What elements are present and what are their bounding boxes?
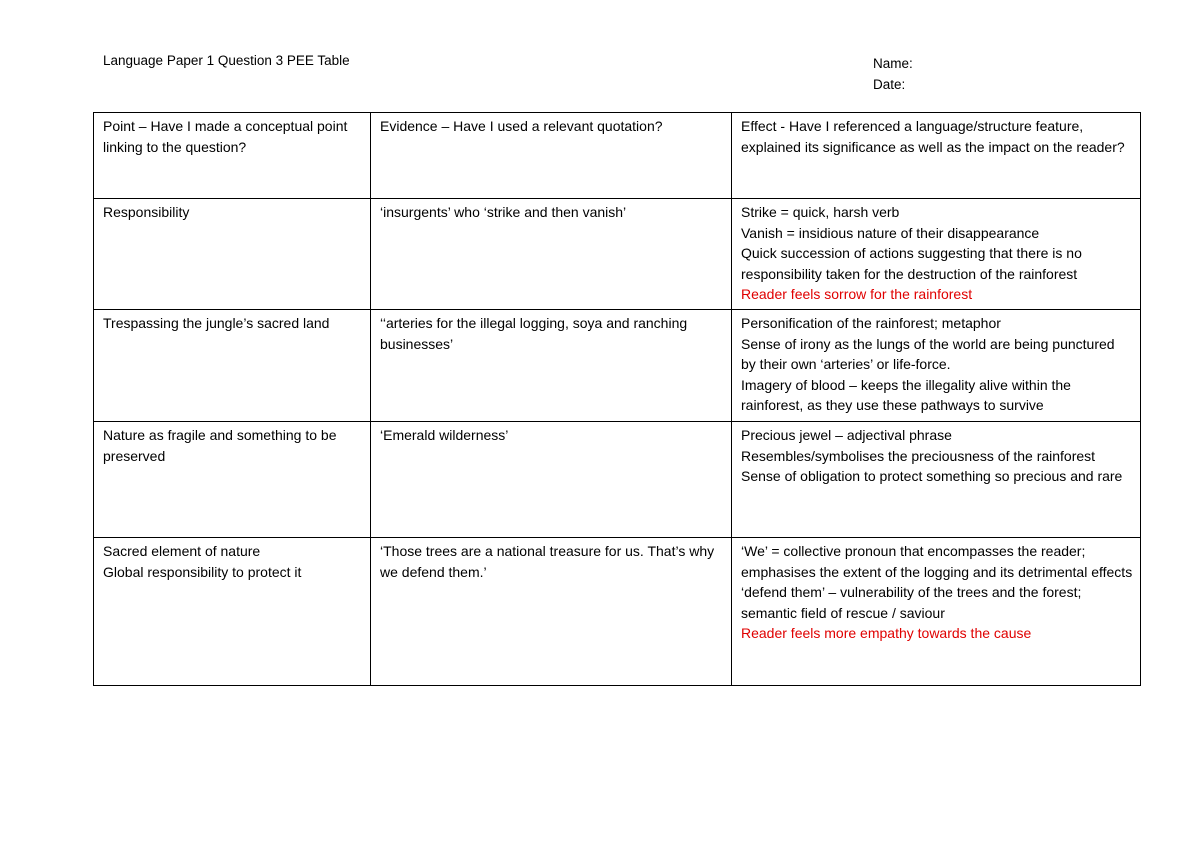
- effect-line: Precious jewel – adjectival phrase: [741, 427, 952, 443]
- reader-response: Reader feels sorrow for the rainforest: [741, 286, 973, 302]
- effect-cell: [732, 538, 1141, 686]
- evidence-header: Evidence – Have I used a relevant quotation?: [371, 113, 732, 199]
- evidence-cell: ‘‘arteries for the illegal logging, soya and ranching businesses’: [371, 310, 732, 422]
- effect-line: ‘We’ = collective pronoun that encompasses the reader; emphasises the extent of the logging and its detrimental effects: [741, 543, 1133, 580]
- point-cell: Trespassing the jungle’s sacred land: [94, 310, 371, 422]
- point-cell: Nature as fragile and something to be preserved: [94, 422, 371, 538]
- effect-line: Vanish = insidious nature of their disappearance: [741, 224, 1040, 241]
- table-header-row: [94, 113, 1141, 199]
- name-date-block: [873, 53, 913, 95]
- table-row: [94, 199, 1141, 310]
- effect-line: Sense of irony as the lungs of the world are being punctured by their own ‘arteries’ or life-force.: [741, 335, 1115, 372]
- reader-response: Reader feels more empathy towards the cause: [741, 625, 1032, 641]
- effect-line: Personification of the rainforest; metaphor: [741, 315, 1001, 331]
- point-line: Sacred element of nature: [103, 543, 261, 559]
- document-title: Language Paper 1 Question 3 PEE Table: [103, 53, 350, 68]
- name-label: Name:: [873, 56, 913, 71]
- evidence-cell: ‘Those trees are a national treasure for us. That’s why we defend them.’: [371, 538, 732, 686]
- effect-line: Sense of obligation to protect something so precious and rare: [741, 468, 1123, 484]
- pee-table: [93, 112, 1141, 686]
- table-row: [94, 422, 1141, 538]
- effect-cell: [732, 310, 1141, 422]
- effect-header: Effect - Have I referenced a language/structure feature, explained its significance as well as the impact on the reader?: [732, 113, 1141, 199]
- table-row: [94, 538, 1141, 686]
- point-cell: Responsibility: [94, 199, 371, 310]
- point-line: Global responsibility to protect it: [103, 563, 302, 580]
- point-header: Point – Have I made a conceptual point linking to the question?: [94, 113, 371, 199]
- effect-cell: [732, 199, 1141, 310]
- effect-cell: [732, 422, 1141, 538]
- effect-line: Quick succession of actions suggesting that there is no responsibility taken for the destruction of the rainforest: [741, 245, 1082, 282]
- date-label: Date:: [873, 77, 906, 92]
- evidence-cell: ‘insurgents’ who ‘strike and then vanish’: [371, 199, 732, 310]
- effect-line: Strike = quick, harsh verb: [741, 204, 900, 220]
- effect-line: Resembles/symbolises the preciousness of the rainforest: [741, 447, 1096, 464]
- evidence-cell: ‘Emerald wilderness’: [371, 422, 732, 538]
- effect-line: Imagery of blood – keeps the illegality alive within the rainforest, as they use these pathways to survive: [741, 376, 1071, 413]
- effect-line: ‘defend them’ – vulnerability of the trees and the forest; semantic field of rescue / saviour: [741, 584, 1082, 621]
- point-cell: [94, 538, 371, 686]
- table-row: [94, 310, 1141, 422]
